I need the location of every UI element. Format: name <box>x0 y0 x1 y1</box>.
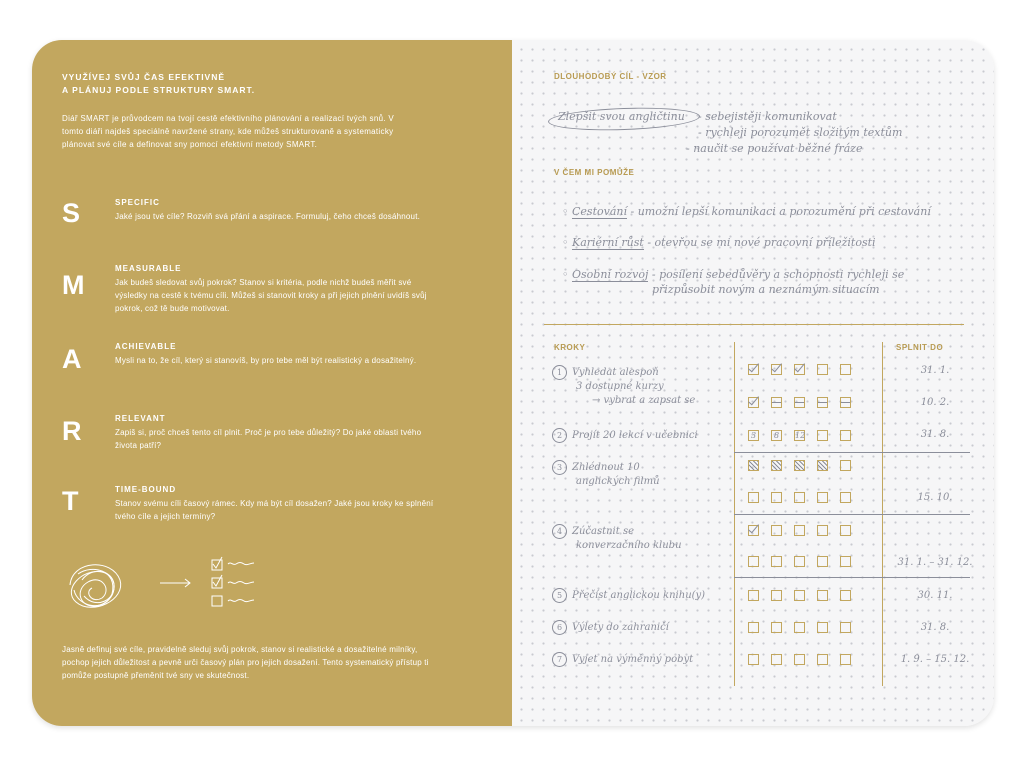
checkbox-row <box>748 622 851 633</box>
checkbox-checked[interactable] <box>794 364 805 375</box>
step-3 <box>552 460 660 489</box>
step-2 <box>552 428 698 443</box>
long-term-goal-label: DLOUHODOBÝ CÍL - VZOR <box>554 72 667 81</box>
due-date: 31. 1. – 31. 12. <box>897 557 973 568</box>
checkbox[interactable] <box>817 525 828 536</box>
step-text: Výlety do zahraničí <box>572 622 669 633</box>
goal-point-2: - rychleji porozumět složitým textům <box>698 126 903 139</box>
step-6 <box>552 620 669 635</box>
checkbox-hatched[interactable] <box>748 460 759 471</box>
step-7 <box>552 652 693 667</box>
checkbox-hatched[interactable] <box>794 460 805 471</box>
checkbox[interactable] <box>840 430 851 441</box>
checkbox[interactable] <box>817 556 828 567</box>
checkbox-crossed[interactable] <box>771 397 782 408</box>
checkbox-crossed[interactable] <box>840 397 851 408</box>
checkbox[interactable] <box>748 556 759 567</box>
outro-text: Jasně definuj své cíle, pravidelně sleduj svůj pokrok, stanov si realistické a dosažitelné milníky, pochop jejich důležitost a pevně urči časový plán pro jejich dosažení. Tento systematický přístup ti pomůže postupně přeměnit tvé sny ve skutečnost. <box>62 645 429 680</box>
right-page <box>512 40 994 726</box>
due-date: 15. 10. <box>917 492 953 503</box>
goal-point-3: - naučit se používat běžné fráze <box>686 142 863 155</box>
criterion-desc-time-bound: Stanov svému cíli časový rámec. Kdy má být cíl dosažen? Jaké jsou kroky ke splnění tvého cíle a jejich termíny? <box>115 499 434 521</box>
criterion-title-achievable: ACHIEVABLE <box>115 342 177 351</box>
checkbox-row <box>748 556 851 567</box>
checkbox[interactable] <box>771 622 782 633</box>
checkbox[interactable] <box>817 654 828 665</box>
section-divider <box>544 324 964 325</box>
checkbox-row <box>748 364 851 375</box>
bullet-icon: ◦ <box>562 236 572 249</box>
step-text: Zúčastnit se <box>572 526 634 537</box>
heading-line-2: A PLÁNUJ PODLE STRUKTURY SMART. <box>62 85 256 95</box>
checkbox-row <box>748 397 851 408</box>
heading-line-1: VYUŽÍVEJ SVŮJ ČAS EFEKTIVNĚ <box>62 72 226 82</box>
checkbox[interactable] <box>748 590 759 601</box>
checkbox[interactable] <box>817 492 828 503</box>
checkbox[interactable] <box>817 430 828 441</box>
checkbox[interactable] <box>748 654 759 665</box>
step-text: konverzačního klubu <box>576 540 682 551</box>
checkbox-row <box>748 590 851 601</box>
criterion-title-relevant: RELEVANT <box>115 414 166 423</box>
chaos-to-order-illustration <box>62 550 322 620</box>
step-5 <box>552 588 705 603</box>
help-desc: - posílení sebedůvěry a schopnosti rychleji se <box>651 268 905 281</box>
help-term: Osobní rozvoj <box>572 268 649 281</box>
checkbox[interactable] <box>748 492 759 503</box>
bullet-icon: ◦ <box>562 205 572 218</box>
checklist-icon <box>212 557 254 606</box>
checkbox[interactable] <box>840 525 851 536</box>
due-label: SPLNIT DO <box>896 343 944 352</box>
checkbox[interactable] <box>840 556 851 567</box>
checkbox[interactable] <box>771 492 782 503</box>
intro-text: Diář SMART je průvodcem na tvojí cestě efektivního plánování a realizací tvých snů. V tomto diáři najdeš speciálně navržené strany, kde můžeš strukturovaně a systematicky plánovat své cíle a definovat sny pomocí efektivní metody SMART. <box>62 114 395 149</box>
checkbox-crossed[interactable] <box>794 397 805 408</box>
checkbox-row <box>748 460 851 471</box>
step-number: 6 <box>552 620 567 635</box>
checkbox[interactable] <box>817 590 828 601</box>
criterion-desc-relevant: Zapiš si, proč chceš tento cíl plnit. Proč je pro tebe důležitý? Do jaké oblasti tvého života patří? <box>115 428 422 450</box>
checkbox[interactable] <box>840 590 851 601</box>
step-number: 3 <box>552 460 567 475</box>
checkbox[interactable] <box>794 654 805 665</box>
checkbox-row <box>748 430 851 441</box>
checkbox[interactable] <box>817 364 828 375</box>
checkbox-row <box>748 492 851 503</box>
help-item-travel <box>562 205 931 218</box>
step-4 <box>552 524 682 553</box>
criterion-desc-specific: Jaké jsou tvé cíle? Rozviň svá přání a aspirace. Formuluj, čeho chceš dosáhnout. <box>115 212 421 221</box>
help-desc: - umožní lepší komunikaci a porozumění při cestování <box>630 205 931 218</box>
checkbox[interactable] <box>840 364 851 375</box>
step-1 <box>552 365 695 408</box>
checkbox[interactable] <box>840 654 851 665</box>
checkbox[interactable] <box>794 556 805 567</box>
checkbox-count[interactable]: 8 <box>771 430 782 441</box>
letter-a: A <box>62 344 82 374</box>
goal-point-1: - sebejistěji komunikovat <box>698 110 837 123</box>
tangled-scribble-icon <box>70 565 121 608</box>
letter-s: S <box>62 198 81 228</box>
checkbox-count[interactable]: 12 <box>795 431 806 440</box>
checkbox[interactable] <box>840 492 851 503</box>
checkbox-row <box>748 654 851 665</box>
step-number: 5 <box>552 588 567 603</box>
criterion-desc-measurable: Jak budeš sledovat svůj pokrok? Stanov si kritéria, podle nichž budeš měřit své výsledky na cestě k tvému cíli. Můžeš si stanovit kroky a při jejich plnění uvidíš svůj pokrok, což tě bude motivovat. <box>115 278 427 313</box>
due-date: 10. 2. <box>920 397 950 408</box>
letter-r: R <box>62 416 82 446</box>
checkbox-row <box>748 525 851 536</box>
checkbox[interactable] <box>840 460 851 471</box>
help-term: Cestování <box>572 205 627 218</box>
step-number: 2 <box>552 428 567 443</box>
checkbox-hatched[interactable] <box>817 460 828 471</box>
help-item-personal-cont: přizpůsobit novým a neznámým situacím <box>652 283 880 296</box>
checkbox-crossed[interactable] <box>817 397 828 408</box>
goal-text: Zlepšit svou angličtinu <box>558 110 685 123</box>
checkbox[interactable] <box>794 525 805 536</box>
checkbox[interactable] <box>840 622 851 633</box>
help-term: Kariérní růst <box>572 236 644 249</box>
checkbox-checked[interactable] <box>771 364 782 375</box>
help-item-career <box>562 236 876 249</box>
left-page <box>32 40 512 726</box>
checkbox[interactable] <box>794 590 805 601</box>
step-number: 1 <box>552 365 567 380</box>
checkbox[interactable] <box>748 622 759 633</box>
page-heading <box>62 71 255 97</box>
step-number: 7 <box>552 652 567 667</box>
planner-spread <box>32 40 994 726</box>
due-date: 1. 9. – 15. 12. <box>900 654 970 665</box>
bullet-icon: ◦ <box>562 268 572 281</box>
criterion-title-time-bound: TIME-BOUND <box>115 485 177 494</box>
help-item-personal <box>562 268 904 281</box>
row-divider <box>734 452 970 453</box>
checkbox[interactable] <box>771 654 782 665</box>
step-text: anglických filmů <box>576 476 660 487</box>
checkbox-count[interactable]: 3 <box>748 430 759 441</box>
step-text: Projít 20 lekcí v učebnici <box>572 430 698 441</box>
checkbox[interactable] <box>794 492 805 503</box>
checkbox-checked[interactable] <box>748 397 759 408</box>
checkbox[interactable] <box>771 556 782 567</box>
help-desc: - otevřou se mi nové pracovní příležitosti <box>647 236 876 249</box>
step-number: 4 <box>552 524 567 539</box>
checkbox[interactable] <box>794 622 805 633</box>
row-divider <box>734 577 970 578</box>
step-text: Vyjet na výměnný pobyt <box>572 654 694 665</box>
due-date: 31. 8. <box>920 622 950 633</box>
step-text: Vyhledat alespoň <box>572 367 659 378</box>
letter-m: M <box>62 270 85 300</box>
steps-label: KROKY <box>554 343 586 352</box>
row-divider <box>734 514 970 515</box>
due-date: 31. 8. <box>920 429 950 440</box>
checkbox[interactable] <box>817 622 828 633</box>
criterion-title-specific: SPECIFIC <box>115 198 160 207</box>
checkbox[interactable] <box>771 590 782 601</box>
step-text: Zhlédnout 10 <box>572 462 640 473</box>
criterion-desc-achievable: Mysli na to, že cíl, který si stanovíš, by pro tebe měl být realistický a dosažitelný. <box>115 356 417 365</box>
due-date: 30. 11. <box>917 590 953 601</box>
checkbox-hatched[interactable] <box>771 460 782 471</box>
arrow-right-icon <box>160 579 190 587</box>
checkbox-checked[interactable] <box>748 364 759 375</box>
checkbox-checked[interactable] <box>748 525 759 536</box>
how-it-helps-label: V ČEM MI POMŮŽE <box>554 168 635 177</box>
due-date: 31. 1. <box>920 365 950 376</box>
letter-t: T <box>62 486 79 516</box>
criterion-title-measurable: MEASURABLE <box>115 264 182 273</box>
step-text: → vybrat a zapsat se <box>592 395 696 406</box>
step-text: 3 dostupné kurzy <box>576 381 664 392</box>
step-text: Přečíst anglickou knihu(y) <box>572 590 706 601</box>
checkbox[interactable] <box>771 525 782 536</box>
